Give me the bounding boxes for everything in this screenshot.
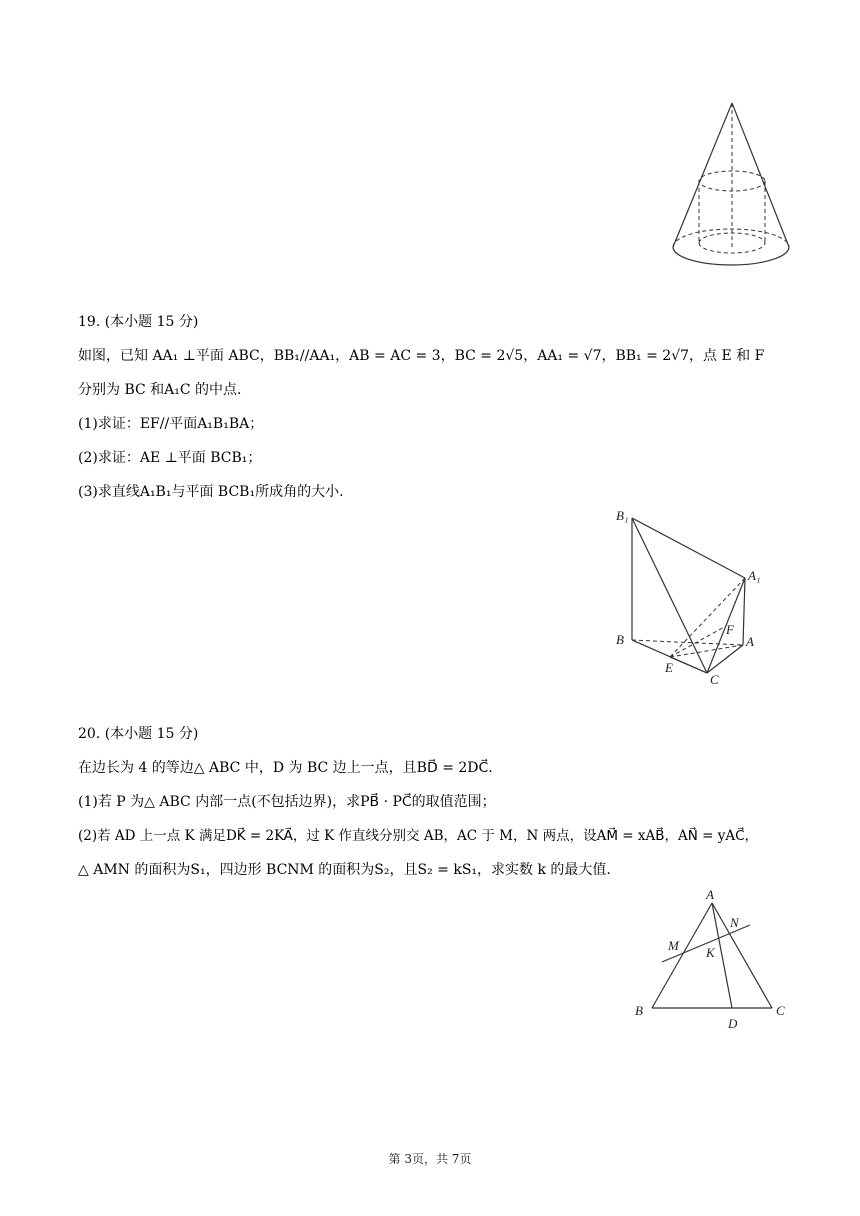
label-K: K <box>706 945 715 960</box>
prism-figure <box>610 500 785 690</box>
cone-svg <box>665 95 795 280</box>
q19-part2: (2)求证：AE ⊥平面 BCB₁； <box>78 450 262 466</box>
label-C: C <box>776 1003 785 1018</box>
label-B1: B₁ <box>616 508 629 523</box>
label-F: F <box>726 622 734 637</box>
q20-heading: 20. (本小题 15 分) <box>78 726 199 742</box>
label-B: B <box>616 632 624 647</box>
prism-svg <box>610 500 785 690</box>
label-E: E <box>665 660 673 675</box>
page-footer: 第 3页，共 7页 <box>388 1152 472 1166</box>
q19-part3: (3)求直线A₁B₁与平面 BCB₁所成角的大小. <box>78 484 344 500</box>
triangle-svg <box>630 885 795 1035</box>
q19-part1: (1)求证：EF//平面A₁B₁BA； <box>78 416 264 432</box>
q19-statement-line2: 分别为 BC 和A₁C 的中点. <box>78 382 242 398</box>
q20-part1: (1)若 P 为△ ABC 内部一点(不包括边界)，求PB⃗ · PC⃗的取值范围； <box>78 794 496 810</box>
q20-statement: 在边长为 4 的等边△ ABC 中，D 为 BC 边上一点，且BD⃗ = 2DC⃗. <box>78 760 493 776</box>
label-A: A <box>706 887 714 902</box>
cone-figure <box>665 95 795 280</box>
label-D: D <box>728 1016 738 1031</box>
label-N: N <box>730 915 739 930</box>
label-A: A <box>746 634 754 649</box>
q20-part2-line2: △ AMN 的面积为S₁，四边形 BCNM 的面积为S₂，且S₂ = kS₁，求实数 k 的最大值. <box>78 862 611 878</box>
label-C: C <box>710 672 719 687</box>
q20-part2-line1: (2)若 AD 上一点 K 满足DK⃗ = 2KA⃗，过 K 作直线分别交 AB，AC 于 M，N 两点，设AM⃗ = xAB⃗，AN⃗ = yAC⃗， <box>78 828 759 844</box>
label-A1: A₁ <box>748 568 761 583</box>
q19-statement-line1: 如图，已知 AA₁ ⊥平面 ABC，BB₁//AA₁，AB = AC = 3，BC = 2√5，AA₁ = √7，BB₁ = 2√7，点 E 和 F <box>78 348 765 364</box>
triangle-figure <box>630 885 795 1035</box>
label-M: M <box>668 938 679 953</box>
q19-heading: 19. (本小题 15 分) <box>78 314 199 330</box>
label-B: B <box>635 1003 643 1018</box>
